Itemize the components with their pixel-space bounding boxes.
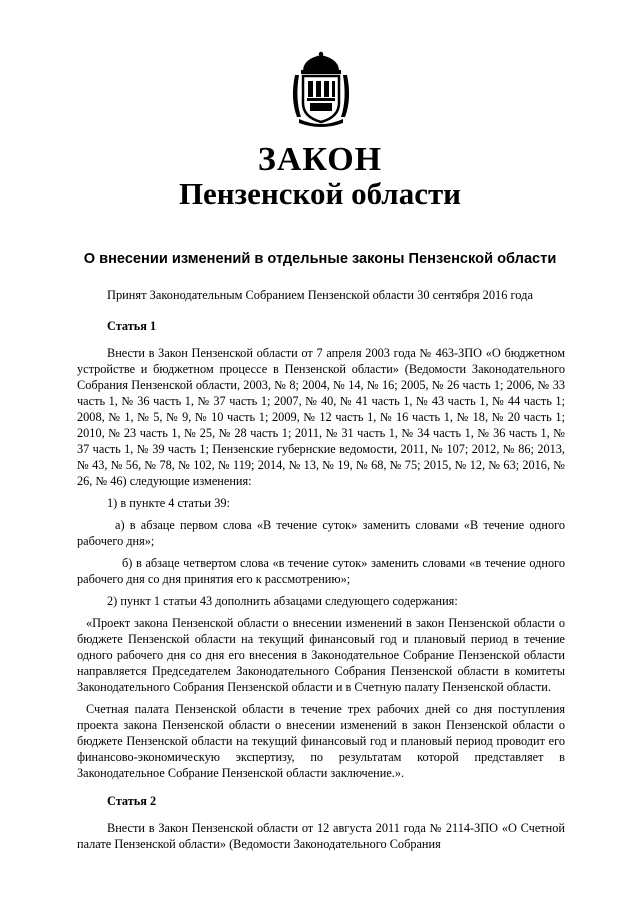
article-1-quote-2: Счетная палата Пензенской области в течение трех рабочих дней со дня поступления проекта закона Пензенской области о внесении изменений в закон Пензенской области о бюджете Пензенской области на текущий финансовый год и плановый период проводит его финансово-экономическую экспертизу, по результатам которой представляет в Законодательное Собрание Пензенской области заключение.». [77, 702, 565, 780]
law-body [77, 318, 565, 852]
article-1-item-1b: б) в абзаце четвертом слова «в течение суток» заменить словами «в течение одного рабочего дня со дня принятия его к рассмотрению»; [77, 556, 565, 586]
article-1-item-1a: а) в абзаце первом слова «В течение суток» заменить словами «В течение одного рабочего дня»; [77, 518, 565, 548]
coat-of-arms-icon [289, 51, 353, 127]
region-title: Пензенской области [178, 176, 462, 211]
article-1-quote-1: «Проект закона Пензенской области о внесении изменений в закон Пензенской области о бюджете Пензенской области на текущий финансовый год и плановый период в течение одного рабочего дня со дня его внесения в Законодательное Собрание Пензенской области направляется Председателем Законодательного Собрания Пензенской области в комитеты Законодательного Собрания Пензенской области и в Счетную палату Пензенской области. [77, 616, 565, 694]
article-1-heading: Статья 1 [107, 319, 157, 333]
article-1-item-2: 2) пункт 1 статьи 43 дополнить абзацами следующего содержания: [107, 594, 458, 608]
article-2-intro: Внести в Закон Пензенской области от 12 августа 2011 года № 2114-ЗПО «О Счетной палате Пензенской области» (Ведомости Законодательного Собрания [77, 821, 565, 851]
adoption-line: Принят Законодательным Собранием Пензенской области 30 сентября 2016 года [107, 288, 533, 302]
article-2-heading: Статья 2 [107, 794, 157, 808]
article-1-item-1: 1) в пункте 4 статьи 39: [107, 496, 230, 510]
law-subject: О внесении изменений в отдельные законы Пензенской области [83, 251, 557, 267]
article-1-intro: Внести в Закон Пензенской области от 7 апреля 2003 года № 463-ЗПО «О бюджетном устройстве и бюджетном процессе в Пензенской области» (Ведомости Законодательного Собрания Пензенской области, 2003, № 8; 2004, № 14, № 16; 2005, № 26 часть 1; 2006, № 33 часть 1, № 36 часть 1, № 37 часть 1; 2007, № 40, № 41 часть 1, № 43 часть 1, № 44 часть 1; 2008, № 1, № 5, № 9, № 10 часть 1; 2009, № 12 часть 1, № 16 часть 1, № 18, № 20 часть 1; 2010, № 23 часть 1, № 25, № 28 часть 1; 2011, № 31 часть 1, № 34 часть 1, № 36 часть 1, № 37 часть 1, № 39 часть 1; Пензенские губернские ведомости, 2011, № 107; 2012, № 86; 2013, № 43, № 56, № 78, № 102, № 119; 2014, № 13, № 19, № 68, № 75; 2015, № 12, № 63; 2016, № 26, № 46) следующие изменения: [77, 346, 565, 488]
law-title: ЗАКОН [257, 141, 383, 178]
